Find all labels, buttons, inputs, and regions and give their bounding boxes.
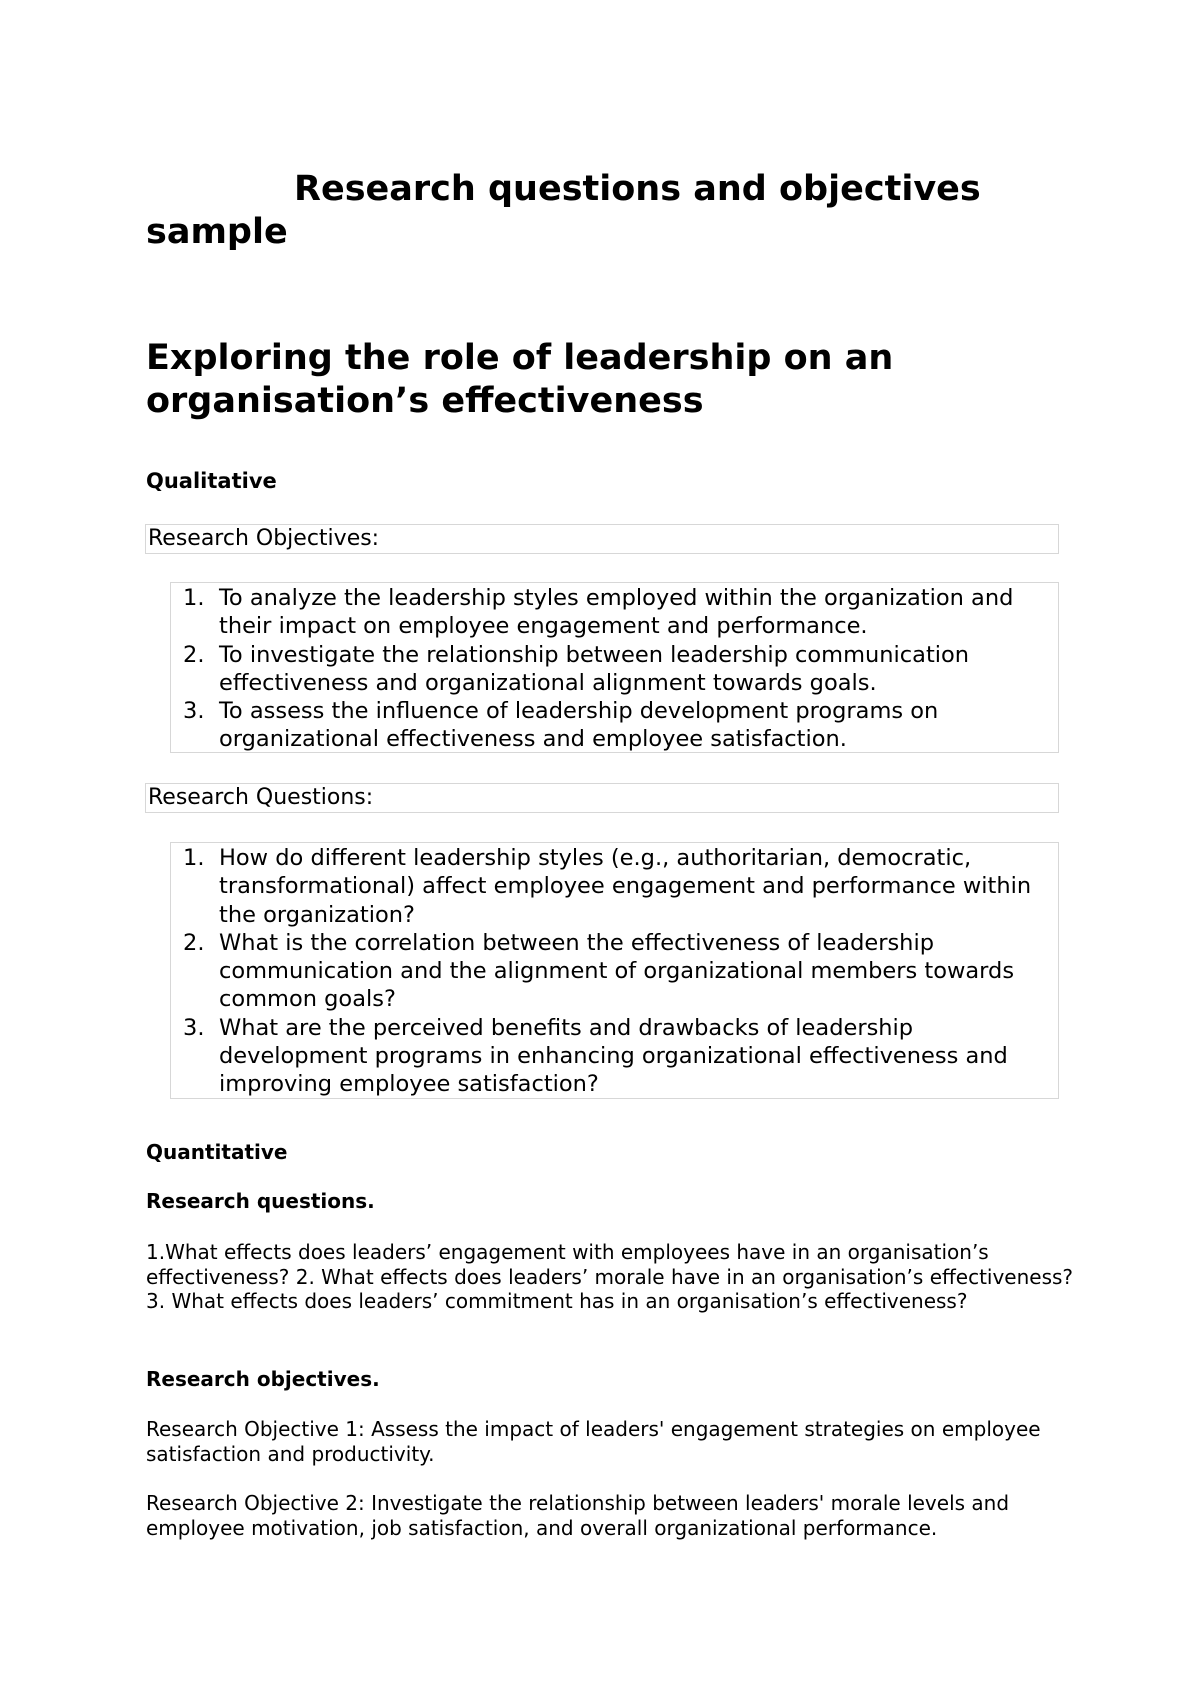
research-objective-2 [146, 1491, 1076, 1540]
page-title: Research questions and objectives sample [146, 169, 981, 252]
topic-title: Exploring the role of leadership on an organisation’s effectiveness [146, 338, 894, 421]
list-item-number: 3. [183, 1014, 205, 1041]
research-objectives-list [171, 583, 1058, 754]
quantitative-questions-paragraph: 3. What effects does leaders’ commitment has in an organisation’s effectiveness? [146, 1289, 968, 1313]
list-item [171, 641, 1058, 698]
research-questions-list [171, 843, 1058, 1099]
list-item-text: What is the correlation between the effectiveness of leadership communication and the alignment of organizational members towards common goals? [219, 929, 1015, 1013]
research-objective-1-text: Research Objective 1: Assess the impact of leaders' engagement strategies on employee satisfaction and productivity. [146, 1417, 1041, 1466]
research-objectives-box [170, 582, 1059, 753]
list-item-text: To analyze the leadership styles employed within the organization and their impact on employee engagement and performance. [219, 585, 1014, 640]
list-item-number: 1. [183, 585, 205, 611]
list-item [171, 929, 1058, 1014]
research-objective-1 [146, 1417, 1076, 1466]
quantitative-questions-paragraph: 1.What effects does leaders’ engagement with employees have in an organisation’s effectiveness? 2. What effects does leaders’ morale have in an organisation’s effectiveness? [146, 1240, 1074, 1289]
list-item [171, 584, 1058, 641]
list-item-number: 2. [183, 641, 205, 668]
list-item-text: What are the perceived benefits and drawbacks of leadership development programs in enhancing organizational effectiveness and improving employee satisfaction? [219, 1014, 1008, 1098]
list-item-number: 2. [183, 929, 205, 956]
list-item [171, 844, 1058, 929]
list-item-number: 3. [183, 698, 205, 725]
research-questions-box [170, 842, 1059, 1099]
list-item [171, 697, 1058, 754]
quantitative-questions-text [146, 1240, 1076, 1314]
research-questions-label: Research Questions: [145, 783, 1059, 813]
list-item-text: How do different leadership styles (e.g., authoritarian, democratic, transformational) affect employee engagement and performance within the organization? [219, 845, 1032, 928]
quantitative-objectives-heading: Research objectives. [146, 1367, 380, 1391]
research-objectives-label: Research Objectives: [145, 524, 1059, 554]
qualitative-heading: Qualitative [146, 469, 277, 493]
list-item-text: To assess the influence of leadership development programs on organizational effectiveness and employee satisfaction. [219, 698, 939, 753]
quantitative-heading: Quantitative [146, 1140, 288, 1164]
list-item-text: To investigate the relationship between leadership communication effectiveness and organizational alignment towards goals. [219, 641, 970, 696]
list-item-number: 1. [183, 845, 205, 871]
list-item [171, 1014, 1058, 1099]
quantitative-questions-heading: Research questions. [146, 1189, 375, 1213]
research-objective-2-text: Research Objective 2: Investigate the relationship between leaders' morale levels and employee motivation, job satisfaction, and overall organizational performance. [146, 1491, 1010, 1540]
